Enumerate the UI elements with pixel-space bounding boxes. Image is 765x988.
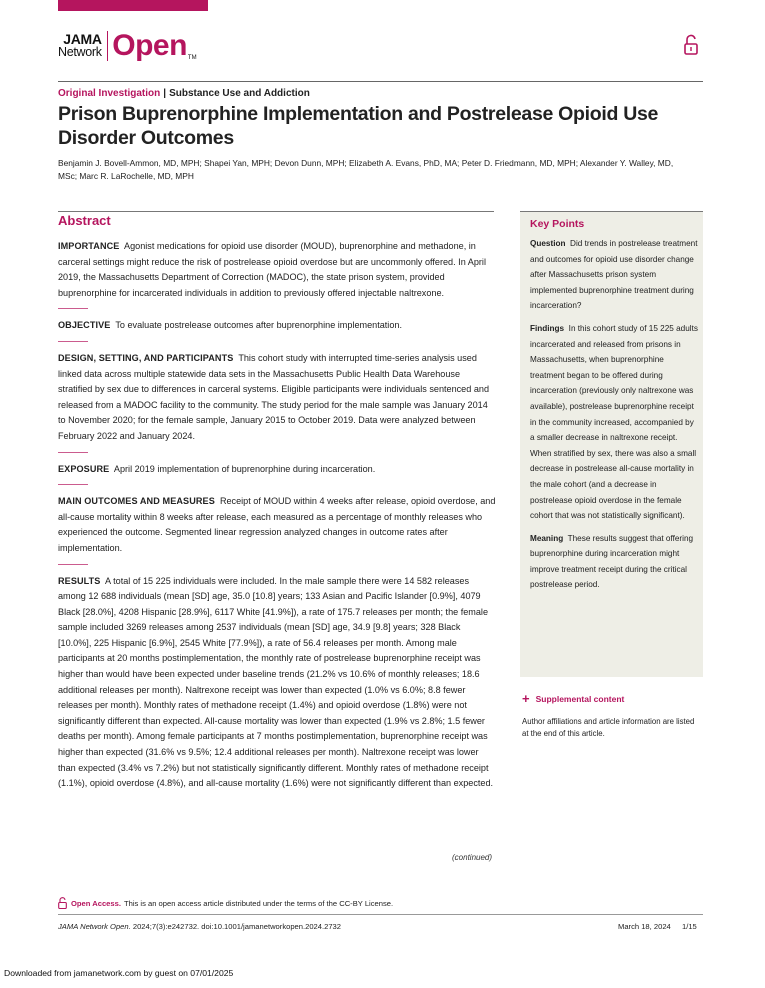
objective-label: OBJECTIVE (58, 320, 111, 331)
kp-findings-text: In this cohort study of 15 225 adults incarcerated and released from prisons in Massachusetts, when buprenorphine treatment began to be offered during incarceration (previously only naltrexone was available), postrelease buprenorphine receipt in the community increased, accompanied by a smaller decrease in naltrexone receipt. When stratified by sex, there was also a small decrease in postrelease all-cause mortality in the male cohort (and a decrease in postrelease opioid overdose in the female cohort that was not statistically significant). (530, 323, 698, 521)
affiliations-note: Author affiliations and article information are listed at the end of this article. (522, 717, 695, 738)
open-access-label[interactable]: Open Access. (71, 898, 121, 908)
importance-text: Agonist medications for opioid use disorder (MOUD), buprenorphine and methadone, in carceral settings might reduce the risk of postrelease opioid overdose but are uncommonly offered. In April 2019, the Massachusetts Department of Correction (MADOC), the state prison system, provided buprenorphine for incarcerated individuals in addition to previously offered injectable naltrexone. (58, 241, 486, 298)
section-divider (58, 308, 88, 309)
article-type[interactable]: Original Investigation (58, 88, 161, 99)
outcomes-text: Receipt of MOUD within 4 weeks after release, opioid overdose, and all-cause mortality within 8 weeks after release, each measured as a percentage of monthly releases who experienced the outcome. Segmented linear regression analyzed changes in outcome rates after implementation. (58, 496, 496, 553)
key-points-body (530, 236, 698, 600)
section-divider (58, 484, 88, 485)
open-access-lock-icon (684, 34, 698, 56)
author-list: Benjamin J. Bovell-Ammon, MD, MPH; Shapei Yan, MPH; Devon Dunn, MPH; Elizabeth A. Evans, PhD, MA; Peter D. Friedmann, MD, MPH; Alexander Y. Walley, MD, MSc; Marc R. LaRochelle, MD, MPH (58, 158, 674, 181)
article-title: Prison Buprenorphine Implementation and Postrelease Opioid Use Disorder Outcomes (58, 103, 659, 149)
logo-divider (107, 31, 109, 61)
abstract-results (58, 574, 496, 792)
kp-question-text: Did trends in postrelease treatment and outcomes for opioid use disorder change after Massachusetts prison system implemented buprenorphine treatment during incarceration? (530, 239, 698, 311)
brand-bar (58, 0, 208, 11)
kp-question-label: Question (530, 239, 566, 248)
abstract-exposure (58, 462, 496, 478)
supplemental-content-link[interactable] (522, 691, 625, 706)
importance-label: IMPORTANCE (58, 241, 120, 251)
abstract-body (58, 239, 496, 792)
section-divider (58, 341, 88, 342)
download-note: Downloaded from jamanetwork.com by guest on 07/01/2025 (4, 968, 234, 978)
kp-meaning (530, 531, 698, 593)
supplemental-label: Supplemental content (535, 694, 625, 704)
exposure-text: April 2019 implementation of buprenorphine during incarceration. (113, 463, 376, 474)
objective-text: To evaluate postrelease outcomes after buprenorphine implementation. (115, 320, 402, 331)
header-rule (58, 81, 703, 82)
design-label: DESIGN, SETTING, AND PARTICIPANTS (58, 352, 234, 363)
results-label: RESULTS (58, 575, 101, 586)
citation-details: 2024;7(3):e242732. doi:10.1001/jamanetworkopen.2024.2732 (132, 922, 342, 931)
section-divider (58, 452, 88, 453)
citation (58, 922, 341, 931)
continued-note: (continued) (452, 853, 493, 862)
abstract-outcomes (58, 494, 496, 556)
kp-meaning-label: Meaning (530, 533, 564, 543)
outcomes-label: MAIN OUTCOMES AND MEASURES (58, 496, 215, 507)
logo-trademark: TM (187, 55, 197, 61)
journal-logo[interactable] (58, 28, 197, 64)
kp-question (530, 236, 698, 314)
citation-journal: JAMA Network Open. (58, 922, 131, 931)
logo-network: Network (58, 45, 102, 59)
footer-rule (58, 914, 703, 915)
article-section (58, 88, 310, 99)
plus-icon: + (522, 691, 530, 706)
logo-jama: JAMA (63, 31, 102, 47)
logo-open: Open (112, 29, 187, 62)
logo-jama-network (58, 33, 102, 59)
key-points-title: Key Points (530, 218, 585, 230)
results-text: A total of 15 225 individuals were included. In the male sample there were 14 582 releases among 12 688 individuals (mean [SD] age, 35.0 [10.8] years; 133 Asian and Pacific Islander [0.9%], 4079 Black [28.0%], 4208 Hispanic [28.9%], 6117 White [41.9%]), a rate of 175.7 releases per month; the female sample included 3269 releases among 2537 individuals (mean [SD] age, 34.9 [9.8] years; 328 Black [10.0%], 225 Hispanic [6.9%], 2545 White [77.9%]), a rate of 56.4 releases per month. Among male participants at 20 months postimplementation, the monthly rate of postrelease buprenorphine receipt was higher than would have been expected under baseline trends (21.2% vs 10.6% of monthly releases; 18.6 additional releases per month). Naltrexone receipt was lower than expected (1.0% vs 6.0%; 8.8 fewer releases per month). Monthly rates of methadone receipt (1.4%) and opioid overdose (1.8%) were not significantly different than expected. All-cause mortality was lower than expected (1.9% vs 2.8%; 1.5 fewer deaths per month). Among female participants at 7 months postimplementation, buprenorphine receipt was higher than expected (31.6% vs 9.5%; 12.4 additional releases per month). Naltrexone receipt was lower than expected (3.4% vs 7.2%) but not statistically significantly different. Monthly rates of methadone receipt (1.1%), opioid overdose (4.8%), and all-cause mortality (1.6%) were not significantly different than expected. (58, 575, 494, 789)
page-number: 1/15 (682, 922, 697, 931)
abstract-importance (58, 239, 496, 301)
open-access-line (58, 897, 393, 909)
section-separator: | (163, 88, 167, 99)
kp-findings (530, 321, 698, 524)
kp-findings-label: Findings (530, 323, 565, 333)
publication-date: March 18, 2024 (618, 922, 671, 931)
open-access-text: This is an open access article distributed under the terms of the CC-BY License. (123, 898, 394, 908)
abstract-objective (58, 318, 496, 334)
article-topic[interactable]: Substance Use and Addiction (169, 88, 310, 99)
abstract-rule (58, 211, 494, 212)
abstract-heading: Abstract (58, 213, 111, 228)
section-divider (58, 564, 88, 565)
exposure-label: EXPOSURE (58, 463, 110, 474)
abstract-design (58, 351, 496, 445)
design-text: This cohort study with interrupted time-series analysis used linked data across multiple statewide data sets in the Massachusetts Public Health Data Warehouse stratified by sex due to differences in carceral systems. Eligible participants were individuals sentenced and released from a MADOC facility to the community. The study period for the male sample was January 2014 to November 2020; for the female sample, January 2015 to October 2019. Data were analyzed between February 2022 and January 2024. (58, 352, 489, 441)
kp-meaning-text: These results suggest that offering buprenorphine during incarceration might improve treatment receipt during the critical postrelease period. (530, 533, 694, 590)
open-access-icon (58, 897, 67, 909)
